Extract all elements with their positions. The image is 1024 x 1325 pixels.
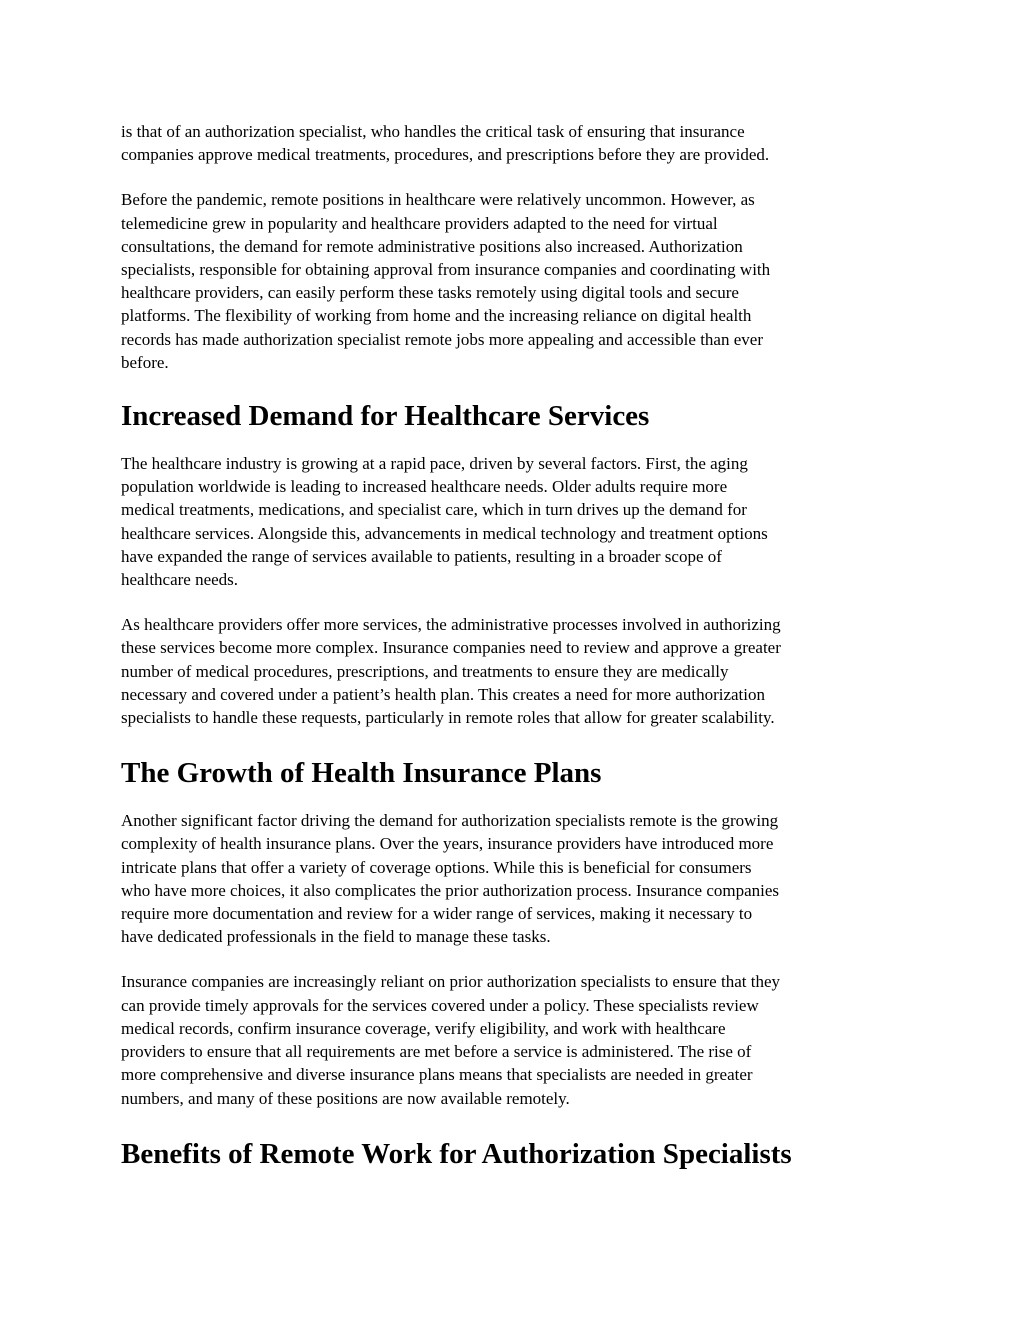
paragraph-healthcare-growth: The healthcare industry is growing at a rapid pace, driven by several factors. First, the aging population worldwide is leading to increased healthcare needs. Older adults require more medical treatments, medications, and specialist care, which in turn drives up the demand for healthcare services. Alongside this, advancements in medical technology and treatment options have expanded the range of services available to patients, resulting in a broader scope of healthcare needs. xyxy=(121,454,768,590)
paragraph-authorization-role: is that of an authorization specialist, who handles the critical task of ensuring that insurance companies approve medical treatments, procedures, and prescriptions before they are provided. xyxy=(121,122,770,165)
paragraph-plan-complexity: Another significant factor driving the demand for authorization specialists remote is the growing complexity of health insurance plans. Over the years, insurance providers have introduced more intricate plans that offer a variety of coverage options. While this is beneficial for consumers who have more choices, it also complicates the prior authorization process. Insurance companies require more documentation and review for a wider range of services, making it necessary to have dedicated professionals in the field to manage these tasks. xyxy=(121,811,780,947)
paragraph-insurer-reliance: Insurance companies are increasingly reliant on prior authorization specialists to ensure that they can provide timely approvals for the services covered under a policy. These specialists review medical records, confirm insurance coverage, verify eligibility, and work with healthcare providers to ensure that all requirements are met before a service is administered. The rise of more comprehensive and diverse insurance plans means that specialists are needed in greater numbers, and many of these positions are now available remotely. xyxy=(121,972,780,1108)
paragraph-administrative-complexity: As healthcare providers offer more services, the administrative processes involved in authorizing these services become more complex. Insurance companies need to review and approve a greater number of medical procedures, prescriptions, and treatments to ensure they are medically necessary and covered under a patient’s health plan. This creates a need for more authorization specialists to handle these requests, particularly in remote roles that allow for greater scalability. xyxy=(121,615,781,728)
heading-insurance-plans-growth: The Growth of Health Insurance Plans xyxy=(121,757,602,790)
document-page xyxy=(121,120,911,1190)
paragraph-pandemic-remote: Before the pandemic, remote positions in healthcare were relatively uncommon. However, as telemedicine grew in popularity and healthcare providers adapted to the need for virtual consultations, the demand for remote administrative positions also increased. Authorization specialists, responsible for obtaining approval from insurance companies and coordinating with healthcare providers, can easily perform these tasks remotely using digital tools and secure platforms. The flexibility of working from home and the increasing reliance on digital health records has made authorization specialist remote jobs more appealing and accessible than ever before. xyxy=(121,190,771,372)
heading-remote-work-benefits: Benefits of Remote Work for Authorization Specialists xyxy=(121,1137,792,1170)
heading-increased-demand: Increased Demand for Healthcare Services xyxy=(121,400,650,433)
